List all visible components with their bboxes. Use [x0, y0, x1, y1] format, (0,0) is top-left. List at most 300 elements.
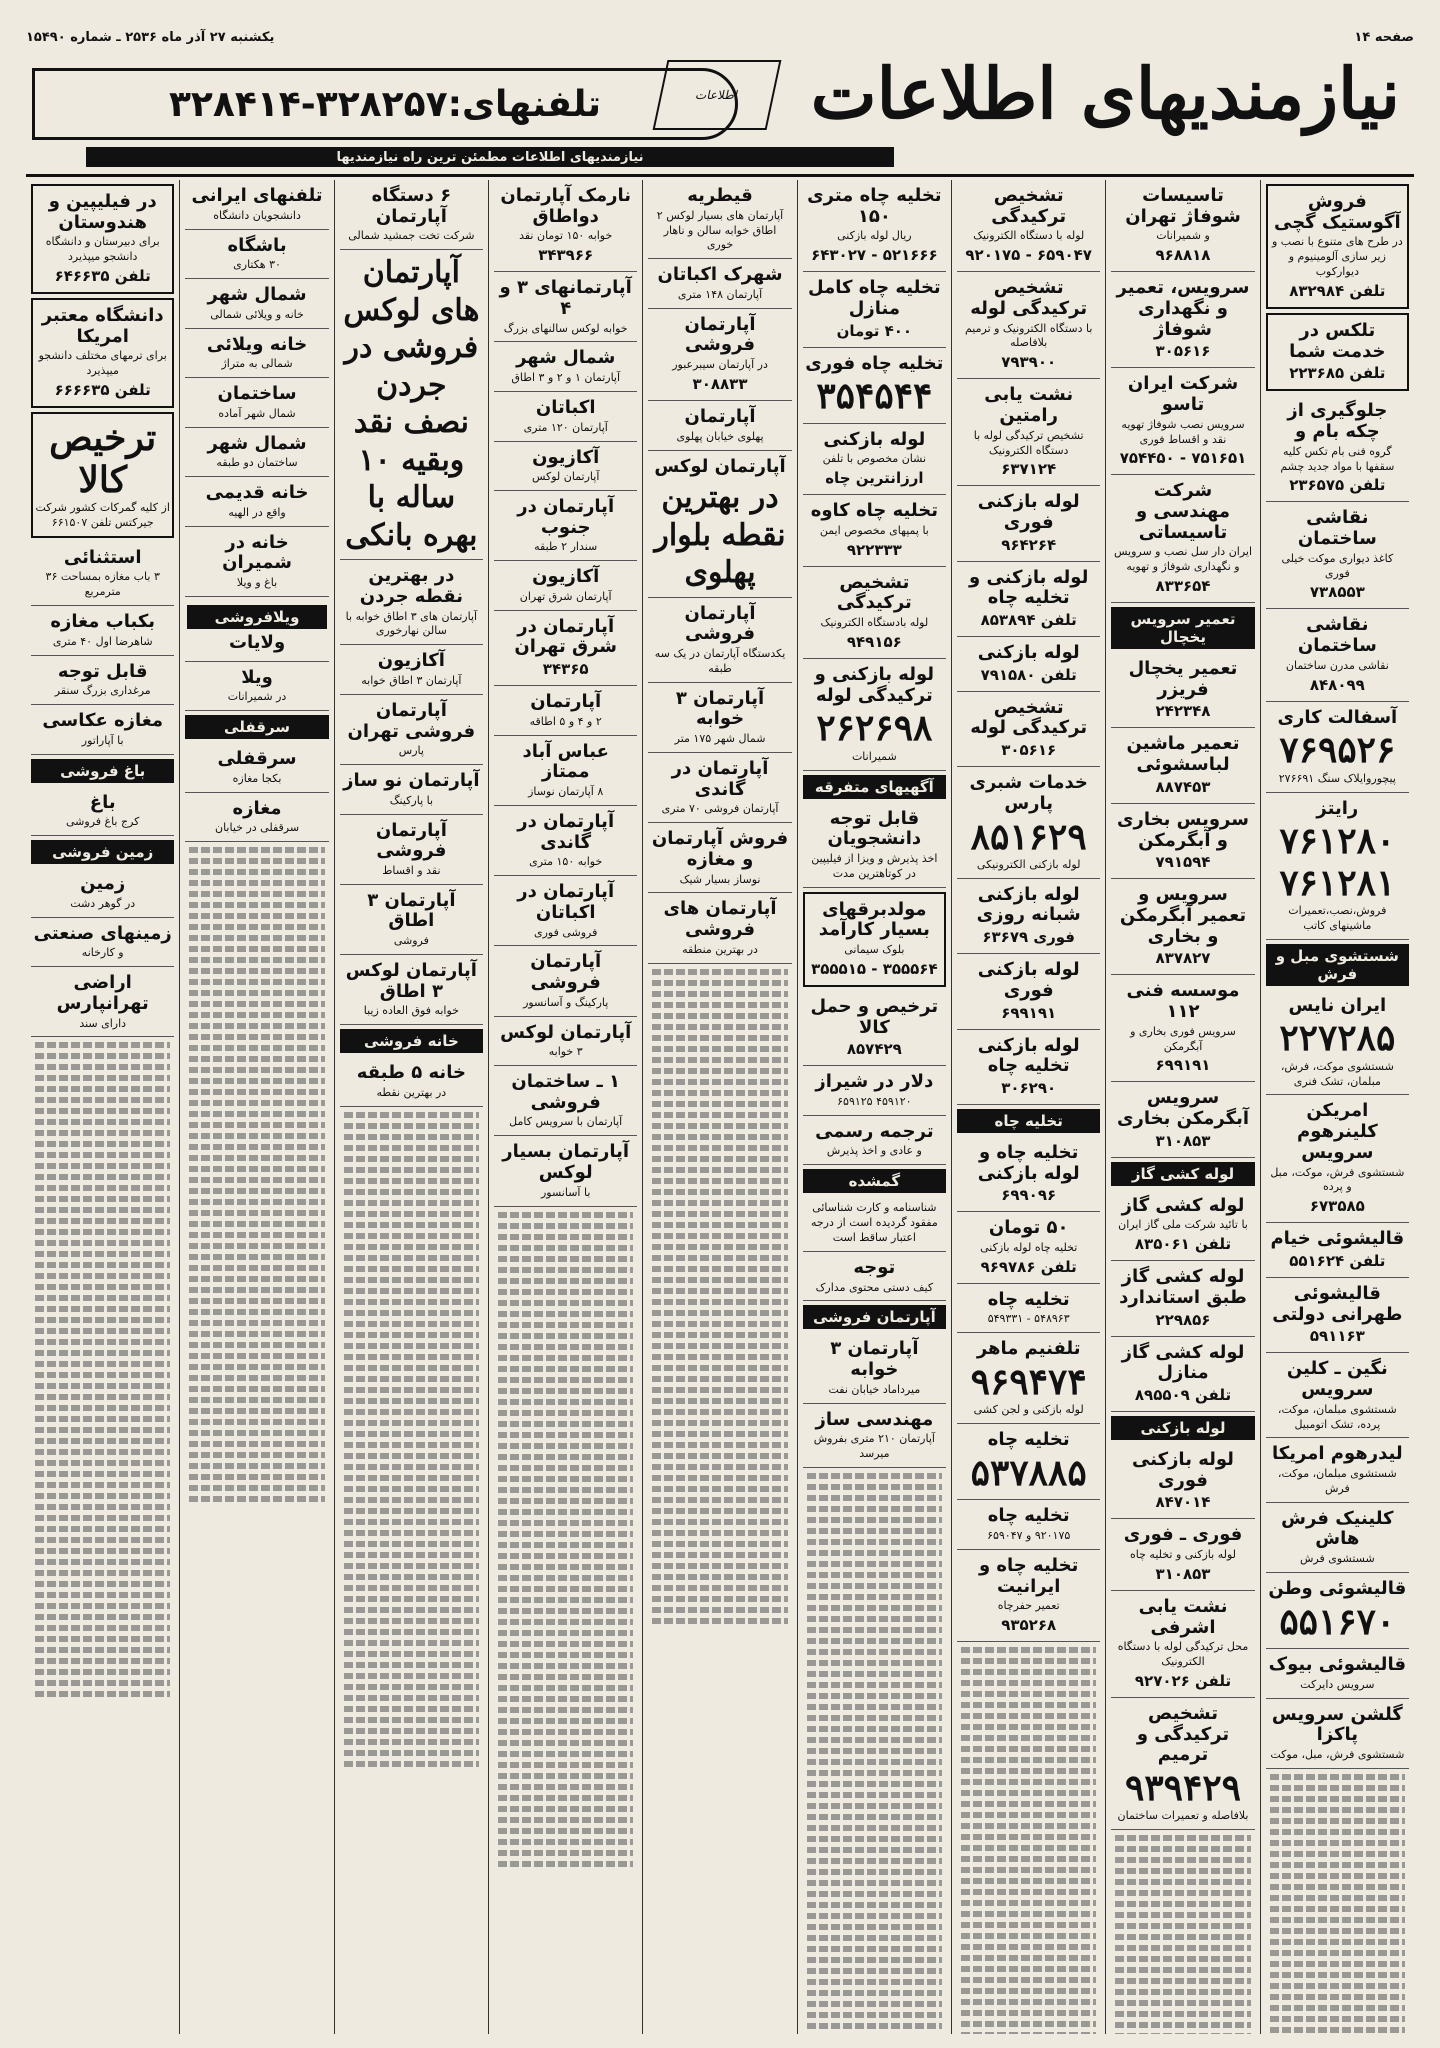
- text-line: [652, 1046, 787, 1052]
- ad-heading: آپارتمان در گاندی: [671, 757, 769, 800]
- text-line: [498, 1487, 633, 1493]
- ad-body: آپارتمان ۱۴۸ متری: [677, 287, 763, 301]
- classified-ad: [1111, 1698, 1254, 1830]
- classified-ad: [957, 1424, 1100, 1500]
- text-line: [344, 1376, 479, 1382]
- text-line: [498, 1443, 633, 1449]
- classified-ad: [957, 1550, 1100, 1642]
- ad-heading: تخلیه چاه فوری: [805, 352, 944, 374]
- ad-body: سندار ۲ طبقه: [534, 540, 598, 554]
- text-line: [652, 1123, 787, 1129]
- ad-heading: قابل توجه: [57, 660, 148, 682]
- ad-heading: لوله بازکنی: [823, 428, 926, 450]
- text-line: [961, 1713, 1096, 1719]
- text-line: [344, 1244, 479, 1250]
- ad-body: بکجا مغازه: [232, 771, 282, 785]
- text-line: [35, 1449, 170, 1455]
- classified-ad: [494, 180, 637, 272]
- classified-ad: [648, 451, 791, 598]
- ad-phone: ۹۶۴۲۶۴: [1001, 535, 1057, 554]
- classified-ad: [957, 1212, 1100, 1284]
- ad-heading: تخلیه چاه و ایرانیت: [978, 1554, 1079, 1597]
- text-line: [652, 1167, 787, 1173]
- text-line: [1270, 1785, 1405, 1791]
- text-line: [344, 1640, 479, 1646]
- ad-body: خوابه ۱۵۰ متری: [529, 855, 603, 869]
- text-line: [35, 1603, 170, 1609]
- ad-heading: قیطریه: [687, 185, 753, 206]
- ad-heading: اراضی تهرانپارس: [56, 972, 149, 1014]
- ad-heading: موسسه فنی ۱۱۲: [1126, 980, 1240, 1022]
- text-line: [961, 1999, 1096, 2005]
- text-line: [189, 1419, 324, 1425]
- ad-heading: لوله بازکنی تخلیه چاه: [977, 1034, 1080, 1077]
- text-line: [344, 1112, 479, 1118]
- ad-heading: مغازه: [232, 797, 282, 819]
- ad-phone: ۵۲۱۶۶۶ - ۶۴۳۰۲۷: [811, 246, 938, 265]
- ad-heading: آپارتمان بسیار لوکس: [502, 1141, 630, 1183]
- text-line: [189, 1353, 324, 1359]
- classified-ad: [648, 401, 791, 451]
- text-line: [498, 1564, 633, 1570]
- text-line: [344, 1629, 479, 1635]
- text-line: [807, 1847, 942, 1853]
- text-line: [1115, 1835, 1250, 1841]
- text-line: [344, 1310, 479, 1316]
- text-line: [652, 1574, 787, 1580]
- text-line: [807, 1682, 942, 1688]
- text-line: [807, 2023, 942, 2029]
- text-line: [189, 1111, 324, 1117]
- text-line: [189, 935, 324, 941]
- classified-ad: [340, 765, 483, 815]
- text-line: [807, 2001, 942, 2007]
- classified-ad: [185, 230, 328, 280]
- classified-ad: [185, 662, 328, 712]
- classified-ad: [957, 272, 1100, 379]
- text-line: [344, 1563, 479, 1569]
- ad-body: سرویس نصب شوفاژ تهویه نقد و اقساط فوری: [1121, 417, 1245, 446]
- text-line: [807, 1649, 942, 1655]
- classified-ad: [1111, 1444, 1254, 1519]
- ad-phone: ۳۱۰۸۵۳: [1155, 1131, 1211, 1150]
- text-line: [189, 1342, 324, 1348]
- text-line: [498, 1652, 633, 1658]
- ad-heading: سرقفلی: [217, 748, 297, 770]
- ad-heading: سرویس، تعمیر و نگهداری شوفاژ: [1116, 277, 1250, 340]
- section-band: شستشوی مبل و فرش: [1266, 944, 1409, 986]
- text-line: [189, 1254, 324, 1260]
- classified-ad: [1111, 180, 1254, 272]
- text-line: [344, 1519, 479, 1525]
- ad-body: در گوهر دشت: [70, 896, 136, 910]
- text-line: [1115, 1934, 1250, 1940]
- ad-body: ایران دار سل نصب و سرویس و نگهداری شوفاژ و تهویه: [1114, 545, 1253, 574]
- classified-ad: [185, 378, 328, 428]
- text-line: [344, 1321, 479, 1327]
- text-line: [1115, 1923, 1250, 1929]
- text-line: [189, 979, 324, 985]
- text-line: [189, 869, 324, 875]
- text-line: [498, 1245, 633, 1251]
- emblem-icon: اطلاعات: [653, 60, 782, 130]
- classified-ad: [1111, 1337, 1254, 1412]
- ad-body: دارای سند: [79, 1016, 127, 1030]
- classified-ad: [1266, 990, 1409, 1096]
- text-line: [652, 1255, 787, 1261]
- text-line: [35, 1251, 170, 1257]
- text-line: [344, 1739, 479, 1745]
- text-line: [189, 858, 324, 864]
- text-line: [807, 1737, 942, 1743]
- classified-ad: [1266, 313, 1409, 391]
- text-line: [498, 1839, 633, 1845]
- text-line: [807, 1726, 942, 1732]
- text-line: [961, 1878, 1096, 1884]
- text-line: [189, 1496, 324, 1502]
- ad-big-number: ۲۲۷۲۸۵: [1279, 1017, 1396, 1060]
- ad-body: نشان مخصوص با تلفن: [822, 452, 927, 466]
- classified-ad: [494, 442, 637, 492]
- text-line: [652, 1288, 787, 1294]
- text-line: [498, 1575, 633, 1581]
- text-line: [807, 2012, 942, 2018]
- text-line: [652, 1211, 787, 1217]
- text-line: [652, 1596, 787, 1602]
- ad-heading: تعمیر ماشین لباسشوئی: [1126, 733, 1240, 776]
- ad-phone: ۲۲۹۸۵۶: [1155, 1310, 1211, 1329]
- text-line: [652, 1244, 787, 1250]
- text-line: [344, 1607, 479, 1613]
- ad-heading: آپارتمانهای ۳ و ۴: [499, 277, 632, 319]
- text-line: [35, 1658, 170, 1664]
- text-line: [498, 1795, 633, 1801]
- text-line: [961, 1746, 1096, 1752]
- text-line: [807, 1495, 942, 1501]
- classified-ad: [1111, 475, 1254, 603]
- classified-ad: [648, 683, 791, 753]
- text-line: [344, 1134, 479, 1140]
- classified-ad: [803, 1116, 946, 1166]
- text-line: [1115, 1846, 1250, 1852]
- ad-heading: جلوگیری از چکه بام و: [1287, 400, 1388, 442]
- column-filler: [494, 1212, 637, 1867]
- ad-body: فروش،نصب،تعمیرات ماشینهای کاتب: [1288, 904, 1387, 932]
- ad-body: پهلوی خیابان پهلوی: [676, 429, 764, 443]
- text-line: [344, 1145, 479, 1151]
- ad-heading: زمینهای صنعتی: [33, 922, 172, 944]
- classified-ad: [31, 705, 174, 755]
- section-band: باغ فروشی: [31, 759, 174, 783]
- classified-ad: [803, 1333, 946, 1403]
- ad-phone: ۳۰۸۸۳۳: [692, 374, 748, 393]
- ad-phone: تلفن ۹۶۹۷۸۶: [980, 1257, 1077, 1276]
- ad-body: شستشوی فرش، مبل، موکت: [1270, 1747, 1405, 1761]
- classified-ad: [803, 1197, 946, 1252]
- text-line: [35, 1064, 170, 1070]
- text-line: [344, 1431, 479, 1437]
- ad-heading: سرویس آبگرمکن بخاری: [1116, 1087, 1250, 1130]
- classified-ad: [31, 298, 174, 408]
- text-line: [189, 1122, 324, 1128]
- ad-heading: مولدبرقهای بسیار کارآمد: [818, 898, 930, 941]
- text-line: [344, 1222, 479, 1228]
- classified-ad: [1266, 1438, 1409, 1502]
- column-filler: [803, 1473, 946, 2034]
- text-line: [189, 1441, 324, 1447]
- text-line: [652, 1189, 787, 1195]
- text-line: [344, 1453, 479, 1459]
- text-line: [1270, 1895, 1405, 1901]
- text-line: [35, 1581, 170, 1587]
- ad-body: خانه و ویلائی شمالی: [210, 307, 304, 321]
- text-line: [189, 1056, 324, 1062]
- text-line: [344, 1123, 479, 1129]
- ad-display-text: آپارتمان های لوکس فروشی در جردن نصف نقد وبقیه ۱۰ ساله با بهره بانکی: [343, 255, 480, 553]
- text-line: [189, 946, 324, 952]
- ad-heading: لوله بازکنی شبانه روزی: [976, 883, 1081, 926]
- text-line: [498, 1806, 633, 1812]
- ad-big-number: ۷۶۹۵۲۶: [1279, 729, 1396, 772]
- text-line: [189, 1276, 324, 1282]
- ad-heading: آپارتمان نو ساز: [343, 770, 480, 792]
- classified-ad: [803, 567, 946, 659]
- text-line: [498, 1465, 633, 1471]
- ad-phone: ۶۹۹۱۹۱: [1001, 1003, 1057, 1022]
- ad-heading: لوله بازکنی فوری: [1132, 1449, 1234, 1491]
- ad-body: مرغداری بزرگ سنقر: [54, 684, 151, 698]
- text-line: [1115, 1868, 1250, 1874]
- ad-phone: ۹۶۸۸۱۸: [1155, 246, 1211, 265]
- text-line: [1115, 2022, 1250, 2028]
- ad-body: کاغذ دیواری موکت خیلی فوری: [1281, 551, 1394, 580]
- text-line: [344, 1695, 479, 1701]
- ad-heading: مهندسی ساز: [815, 1408, 934, 1430]
- classified-ad: [648, 180, 791, 259]
- text-line: [344, 1662, 479, 1668]
- classified-ad: [1266, 184, 1409, 309]
- text-line: [189, 1375, 324, 1381]
- text-line: [1270, 1983, 1405, 1989]
- text-line: [35, 1328, 170, 1334]
- column-filler: [1266, 1774, 1409, 2034]
- section-band: تخلیه چاه: [957, 1109, 1100, 1133]
- ad-heading: زمین: [80, 873, 126, 895]
- ad-body: با آپاراتور: [81, 733, 124, 747]
- ad-heading: ترجمه رسمی: [815, 1120, 934, 1142]
- text-line: [35, 1570, 170, 1576]
- text-line: [189, 913, 324, 919]
- ad-body: آپارتمان شرق تهران: [519, 589, 612, 603]
- text-line: [498, 1311, 633, 1317]
- text-line: [189, 990, 324, 996]
- top-line: [26, 30, 1414, 45]
- classified-ad: [957, 767, 1100, 879]
- text-line: [344, 1299, 479, 1305]
- text-line: [35, 1240, 170, 1246]
- text-line: [498, 1817, 633, 1823]
- text-line: [189, 847, 324, 853]
- ad-body: ۹۲۰۱۷۵ و ۶۵۹۰۴۷: [987, 1529, 1071, 1543]
- text-line: [807, 1803, 942, 1809]
- text-line: [961, 1922, 1096, 1928]
- text-line: [807, 1550, 942, 1556]
- ad-body: شاهرضا اول ۴۰ متری: [52, 634, 153, 648]
- ad-phone: ۳۱۰۸۵۳: [1155, 1564, 1211, 1583]
- ad-heading: آپارتمان در گاندی: [517, 810, 615, 853]
- classified-ad: [494, 736, 637, 806]
- text-line: [807, 1957, 942, 1963]
- text-line: [1270, 1818, 1405, 1824]
- classified-ad: [494, 1136, 637, 1206]
- ad-body: و کارخانه: [81, 946, 124, 960]
- ad-heading: رایتز: [1316, 797, 1359, 819]
- column-filler: [340, 1112, 483, 1767]
- ad-body: پارکینگ و آسانسور: [523, 995, 609, 1009]
- ad-heading: آپارتمان فروشی: [684, 313, 756, 356]
- classified-ad: [1266, 395, 1409, 502]
- classified-ad: [957, 637, 1100, 692]
- text-line: [189, 957, 324, 963]
- masthead-phones: تلفنهای:۳۲۸۲۵۷-۳۲۸۴۱۴: [32, 68, 738, 140]
- text-line: [344, 1233, 479, 1239]
- text-line: [807, 1627, 942, 1633]
- classified-ad: [185, 180, 328, 230]
- classified-ad: [957, 486, 1100, 561]
- ad-big-number: ۲۶۲۶۹۸: [816, 707, 933, 750]
- text-line: [807, 1781, 942, 1787]
- text-line: [189, 1408, 324, 1414]
- ad-body: باغ و ویلا: [236, 576, 278, 590]
- text-line: [344, 1728, 479, 1734]
- text-line: [1270, 1840, 1405, 1846]
- text-line: [344, 1585, 479, 1591]
- text-line: [344, 1189, 479, 1195]
- ad-heading: ۱ ـ ساختمان فروشی: [511, 1071, 621, 1113]
- ad-heading: خانه ویلائی: [206, 333, 308, 355]
- text-line: [498, 1256, 633, 1262]
- ad-body: لوله با دستگاه الکترونیک: [973, 229, 1085, 243]
- ad-heading: فروش آگوستیک گچی: [1274, 191, 1401, 233]
- text-line: [807, 1484, 942, 1490]
- text-line: [652, 1453, 787, 1459]
- ad-phone: ۸۳۷۸۲۷: [1155, 949, 1211, 968]
- column-7: [334, 180, 488, 2034]
- ad-phone: ۵۹۱۱۶۳: [1309, 1327, 1365, 1346]
- classified-ad: [494, 272, 637, 342]
- section-band: آپارتمان فروشی: [803, 1305, 946, 1329]
- date-issue: یکشنبه ۲۷ آذر ماه ۲۵۳۶ ـ شماره ۱۵۴۹۰: [26, 30, 275, 45]
- text-line: [35, 1108, 170, 1114]
- text-line: [344, 1409, 479, 1415]
- ad-body: سرویس دایرکت: [1300, 1677, 1375, 1691]
- text-line: [344, 1420, 479, 1426]
- text-line: [652, 969, 787, 975]
- column-1: [1260, 180, 1414, 2034]
- ad-body: آپارتمان لوکس: [531, 470, 600, 484]
- ad-phone: ۹۴۹۱۵۶: [846, 632, 902, 651]
- classified-ad: [494, 611, 637, 686]
- ad-body: خوابه ۱۵۰ تومان نقد: [519, 229, 613, 243]
- text-line: [189, 1034, 324, 1040]
- ad-body: میرداماد خیابان نفت: [828, 1382, 921, 1396]
- ad-body: آپارتمان فروشی ۷۰ متری: [661, 802, 779, 816]
- ad-phone: ۷۹۳۹۰۰: [1001, 353, 1057, 372]
- ad-big-number: ۵۳۷۸۸۵: [970, 1451, 1087, 1494]
- text-line: [344, 1673, 479, 1679]
- text-line: [344, 1497, 479, 1503]
- ad-body: شستشوی مبلمان، موکت، فرش: [1277, 1467, 1397, 1495]
- ad-body: شمال شهر آماده: [218, 406, 296, 420]
- text-line: [189, 1386, 324, 1392]
- text-line: [1270, 2016, 1405, 2022]
- classified-ad: [1266, 502, 1409, 609]
- ad-heading: لوله بازکنی فوری: [977, 491, 1080, 534]
- ad-phone: ۶۳۷۱۲۴: [1001, 460, 1057, 479]
- text-line: [961, 1702, 1096, 1708]
- section-band: زمین فروشی: [31, 840, 174, 864]
- ad-body: کیف دستی محتوی مدارک: [815, 1280, 934, 1294]
- ad-body: واقع در الهیه: [228, 505, 286, 519]
- text-line: [498, 1410, 633, 1416]
- text-line: [344, 1365, 479, 1371]
- ad-heading: تلکس در خدمت شما: [1289, 319, 1386, 362]
- text-line: [807, 1539, 942, 1545]
- ad-heading: قالیشوئی وطن: [1268, 1577, 1407, 1599]
- ad-body: در آپارتمان سیبرعبور: [672, 358, 768, 372]
- ad-body: تخلیه چاه لوله بازکنی: [980, 1240, 1078, 1254]
- ad-heading: باغ: [89, 791, 116, 813]
- classified-ad: [1266, 702, 1409, 793]
- classified-ad: [31, 184, 174, 294]
- text-line: [498, 1300, 633, 1306]
- ad-body: ۸ آپارتمان نوساز: [528, 785, 604, 799]
- ad-heading: لوله کشی گاز طبق استاندارد: [1119, 1266, 1247, 1308]
- ad-heading: دلار در شیراز: [815, 1071, 934, 1093]
- classified-ad: [648, 259, 791, 309]
- text-line: [961, 1801, 1096, 1807]
- text-line: [807, 1968, 942, 1974]
- ad-phone: ۶۷۳۵۸۵: [1309, 1197, 1365, 1216]
- text-line: [807, 1902, 942, 1908]
- text-line: [189, 1298, 324, 1304]
- ad-phone: تلفن ۷۹۱۵۸۰: [980, 665, 1077, 684]
- ad-heading: قالیشوئی طهرانی دولتی: [1272, 1282, 1403, 1325]
- text-line: [35, 1075, 170, 1081]
- text-line: [344, 1475, 479, 1481]
- masthead-title: نیازمندیهای اطلاعات: [810, 52, 1400, 135]
- text-line: [344, 1761, 479, 1767]
- ad-heading: تشخیص ترکیدگی: [991, 185, 1067, 227]
- text-line: [652, 1486, 787, 1492]
- ad-body: با تائید شرکت ملی گاز ایران: [1118, 1218, 1248, 1232]
- classified-ad: [494, 946, 637, 1016]
- text-line: [35, 1383, 170, 1389]
- text-line: [652, 1079, 787, 1085]
- ad-body: در شمیرانات: [227, 690, 287, 704]
- text-line: [498, 1322, 633, 1328]
- ad-phone: تلفن ۸۳۵۰۶۱: [1134, 1235, 1232, 1254]
- text-line: [961, 1955, 1096, 1961]
- ad-heading: آپارتمان لوکس ۳ اطاق: [345, 960, 477, 1002]
- text-line: [344, 1354, 479, 1360]
- classified-ad: [185, 527, 328, 597]
- classified-ad: [1111, 1190, 1254, 1262]
- column-3: [951, 180, 1105, 2034]
- text-line: [189, 1474, 324, 1480]
- ad-body: خوابه فوق العاده زیبا: [363, 1004, 459, 1018]
- text-line: [498, 1278, 633, 1284]
